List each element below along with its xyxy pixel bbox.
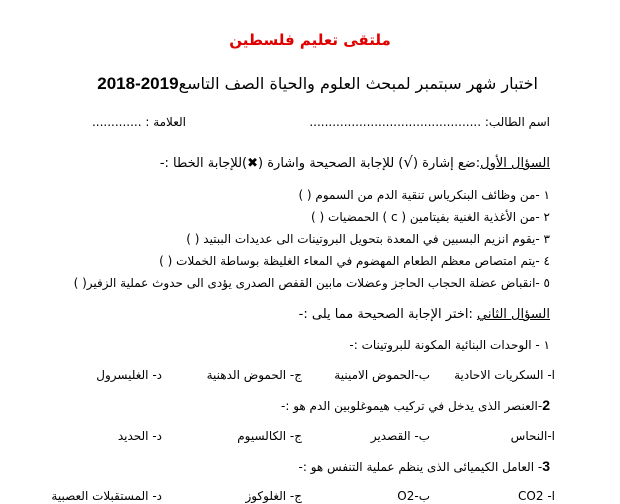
q2-q1-option-b: ب-الحموض الامينية bbox=[334, 368, 430, 382]
q2-q3-option-a: ا- CO2 bbox=[518, 489, 555, 503]
q2-instruction: :اختر الإجابة الصحيحة مما يلى :- bbox=[298, 307, 477, 322]
q2-q1-option-a: ا- السكريات الاحادية bbox=[454, 368, 555, 382]
q2-q1-option-c: ج- الحموض الدهنية bbox=[206, 368, 302, 382]
q2-question-2-number: 2 bbox=[542, 397, 550, 413]
q1-item-1: ١ -من وظائف البنكرياس تنقية الدم من السموم ( ) bbox=[298, 188, 550, 202]
q2-q2-option-a: ا-النحاس bbox=[510, 429, 555, 443]
q2-question-2 bbox=[281, 397, 550, 414]
q1-instruction-c: )للإجابة الخطا :- bbox=[159, 156, 248, 171]
student-name-field: اسم الطالب: ............................................. bbox=[309, 115, 550, 129]
q2-heading: السؤال الثاني bbox=[477, 307, 550, 322]
q2-question-1-text: - الوحدات البنائية المكونة للبروتينات :- bbox=[349, 338, 544, 352]
exam-years: 2018-2019 bbox=[97, 74, 179, 93]
q2-question-2-text: -العنصر الذى يدخل في تركيب هيموغلوبين الدم هو :- bbox=[281, 399, 543, 413]
q1-item-2: ٢ -من الأغذية الغنية بفيتامين ( c ) الحمضيات ( ) bbox=[311, 210, 550, 224]
check-mark-icon: √ bbox=[403, 153, 413, 171]
q1-item-5: ٥ -انقباض عضلة الحجاب الحاجز وعضلات مابين القفص الصدرى يؤدى الى حدوث عملية الزفير( ) bbox=[73, 276, 550, 290]
q2-q1-option-d: د- الغليسرول bbox=[96, 368, 162, 382]
q1-instruction-a: :ضع إشارة ( bbox=[412, 156, 481, 171]
q2-q2-option-b: ب- القصدير bbox=[370, 429, 430, 443]
q2-q2-option-c: ج- الكالسيوم bbox=[237, 429, 302, 443]
grade-field: العلامة : ............. bbox=[91, 115, 186, 129]
q2-q3-option-b: ب-O2 bbox=[397, 489, 430, 503]
q2-question-3-number: 3 bbox=[542, 458, 550, 474]
q2-header bbox=[299, 306, 550, 324]
cross-mark-icon: ✖ bbox=[247, 156, 259, 171]
exam-title bbox=[97, 74, 538, 94]
q2-question-1 bbox=[349, 337, 550, 353]
q2-q3-option-c: ج- الغلوكوز bbox=[245, 489, 302, 503]
q2-q3-option-d: د- المستقبلات العصبية bbox=[51, 489, 162, 503]
q1-heading: السؤال الأول bbox=[480, 156, 550, 171]
exam-title-text: اختبار شهر سبتمبر لمبحث العلوم والحياة الصف التاسع bbox=[178, 74, 538, 93]
q2-question-3-text: - العامل الكيميائى الذى ينظم عملية التنفس هو :- bbox=[298, 460, 543, 474]
q2-q2-option-d: د- الحديد bbox=[117, 429, 162, 443]
brand-title: ملتقى تعليم فلسطين bbox=[229, 31, 391, 49]
q1-header bbox=[160, 153, 550, 173]
q2-question-1-number: ١ bbox=[543, 338, 550, 352]
q2-question-3 bbox=[299, 458, 551, 475]
q1-instruction-b: ) للإجابة الصحيحة واشارة ( bbox=[258, 156, 404, 171]
q1-item-3: ٣ -يقوم انزيم البسبين في المعدة بتحويل البروتينات الى عديدات الببتيد ( ) bbox=[186, 232, 550, 246]
q1-item-4: ٤ -يتم امتصاص معظم الطعام المهضوم في المعاء الغليظة بوساطة الخملات ( ) bbox=[159, 254, 550, 268]
